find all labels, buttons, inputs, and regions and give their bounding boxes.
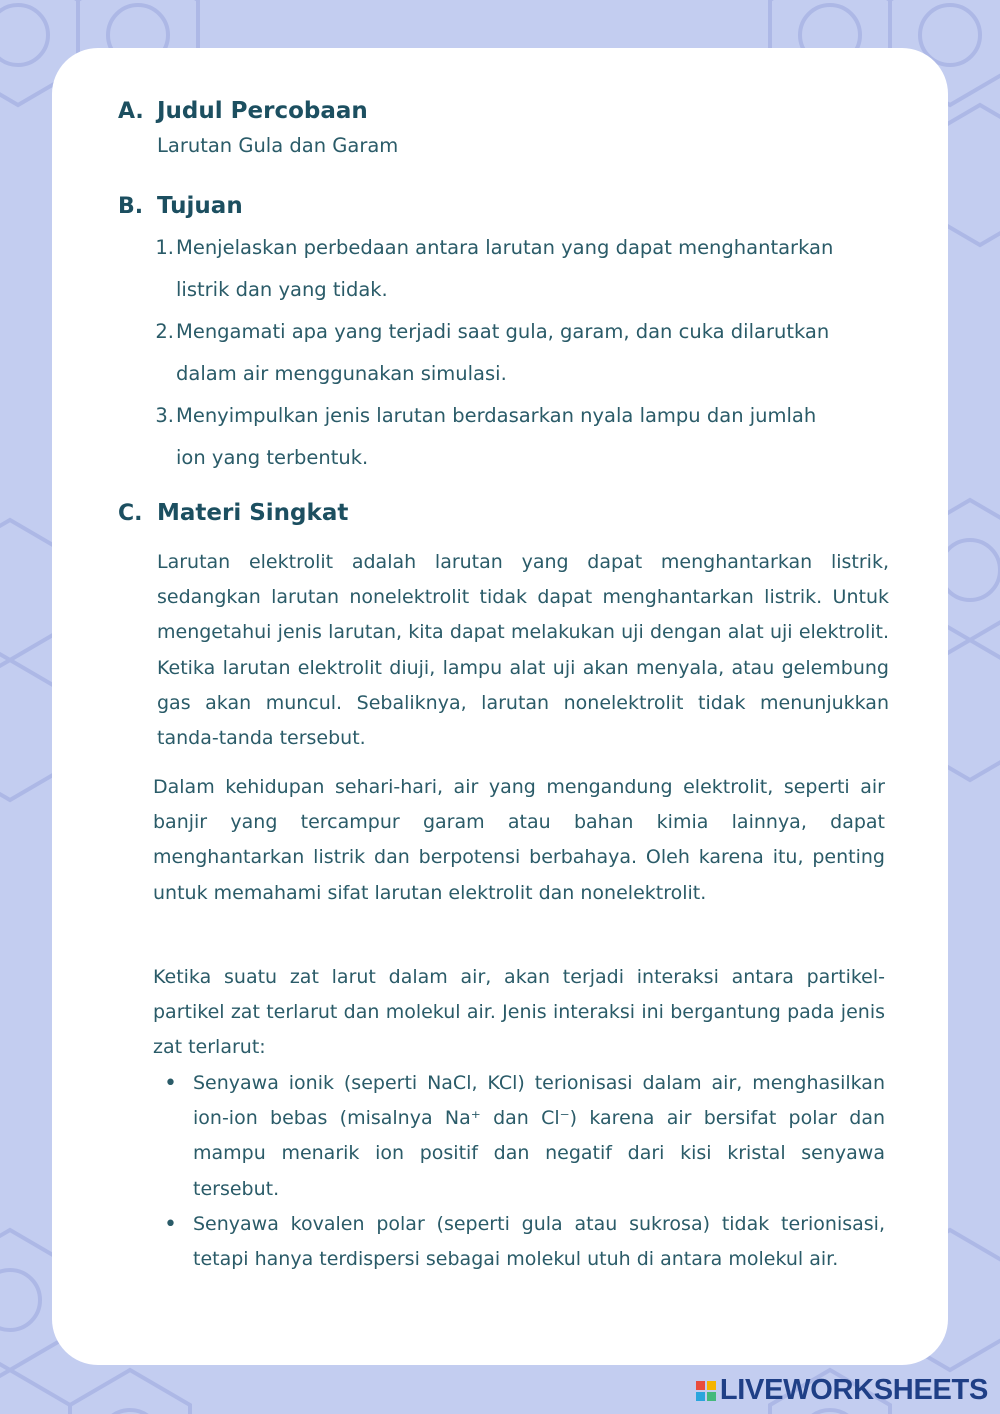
section-title-experiment: [118, 98, 890, 157]
item-text: Senyawa ionik (seperti NaCl, KCl) terionisasi dalam air, menghasilkan ion-ion bebas (misalnya Na⁺ dan Cl⁻) karena air bersifat polar dan mampu menarik ion positif dan negatif dari kisi kristal senyawa tersebut.: [193, 1072, 885, 1200]
list-item: [118, 395, 890, 479]
liveworksheets-logo[interactable]: [696, 1374, 988, 1407]
logo-square: [707, 1392, 716, 1401]
section-title: Materi Singkat: [157, 500, 349, 526]
summary-paragraph: Ketika suatu zat larut dalam air, akan terjadi interaksi antara partikel-partikel zat terlarut dan molekul air. Jenis interaksi ini bergantung pada jenis zat terlarut:: [153, 966, 885, 1059]
item-text: Mengamati apa yang terjadi saat gula, garam, dan cuka dilarutkan dalam air menggunakan simulasi.: [176, 320, 830, 385]
logo-mark-icon: [696, 1381, 716, 1401]
item-text: Menyimpulkan jenis larutan berdasarkan nyala lampu dan jumlah ion yang terbentuk.: [176, 404, 817, 469]
list-item: [118, 311, 890, 395]
logo-square: [696, 1392, 705, 1401]
section-letter: C.: [118, 501, 143, 526]
section-title: Judul Percobaan: [157, 98, 368, 124]
item-text: Senyawa kovalen polar (seperti gula atau sukrosa) tidak terionisasi, tetapi hanya terdispersi sebagai molekul utuh di antara molekul air.: [193, 1212, 885, 1271]
section-objectives: [118, 193, 890, 479]
summary-paragraph: Dalam kehidupan sehari-hari, air yang mengandung elektrolit, seperti air banjir yang tercampur garam atau bahan kimia lainnya, dapat menghantarkan listrik dan berpotensi berbahaya. Oleh karena itu, penting untuk memahami sifat larutan elektrolit dan nonelektrolit.: [153, 776, 885, 904]
solute-type-list: [164, 1066, 885, 1277]
section-summary: [118, 500, 890, 526]
logo-text: LIVEWORKSHEETS: [719, 1374, 988, 1406]
item-number: 3.: [155, 404, 174, 427]
list-item: [118, 227, 890, 311]
item-number: 1.: [155, 236, 174, 259]
section-letter: B.: [118, 194, 144, 219]
section-letter: A.: [118, 99, 144, 124]
objectives-list: [118, 227, 890, 479]
bullet-dot-icon: •: [164, 1211, 177, 1237]
item-number: 2.: [155, 320, 174, 343]
list-item: [164, 1207, 885, 1277]
logo-square: [696, 1381, 705, 1390]
summary-paragraph: Larutan elektrolit adalah larutan yang dapat menghantarkan listrik, sedangkan larutan nonelektrolit tidak dapat menghantarkan listrik. Untuk mengetahui jenis larutan, kita dapat melakukan uji dengan alat uji elektrolit. Ketika larutan elektrolit diuji, lampu alat uji akan menyala, atau gelembung gas akan muncul. Sebaliknya, larutan nonelektrolit tidak menunjukkan tanda-tanda tersebut.: [157, 551, 889, 750]
item-text: Menjelaskan perbedaan antara larutan yang dapat menghantarkan listrik dan yang tidak.: [176, 236, 834, 301]
experiment-title-text: Larutan Gula dan Garam: [157, 134, 399, 157]
bullet-dot-icon: •: [164, 1071, 177, 1096]
list-item: [164, 1066, 885, 1207]
section-title: Tujuan: [157, 193, 243, 219]
logo-square: [707, 1381, 716, 1390]
